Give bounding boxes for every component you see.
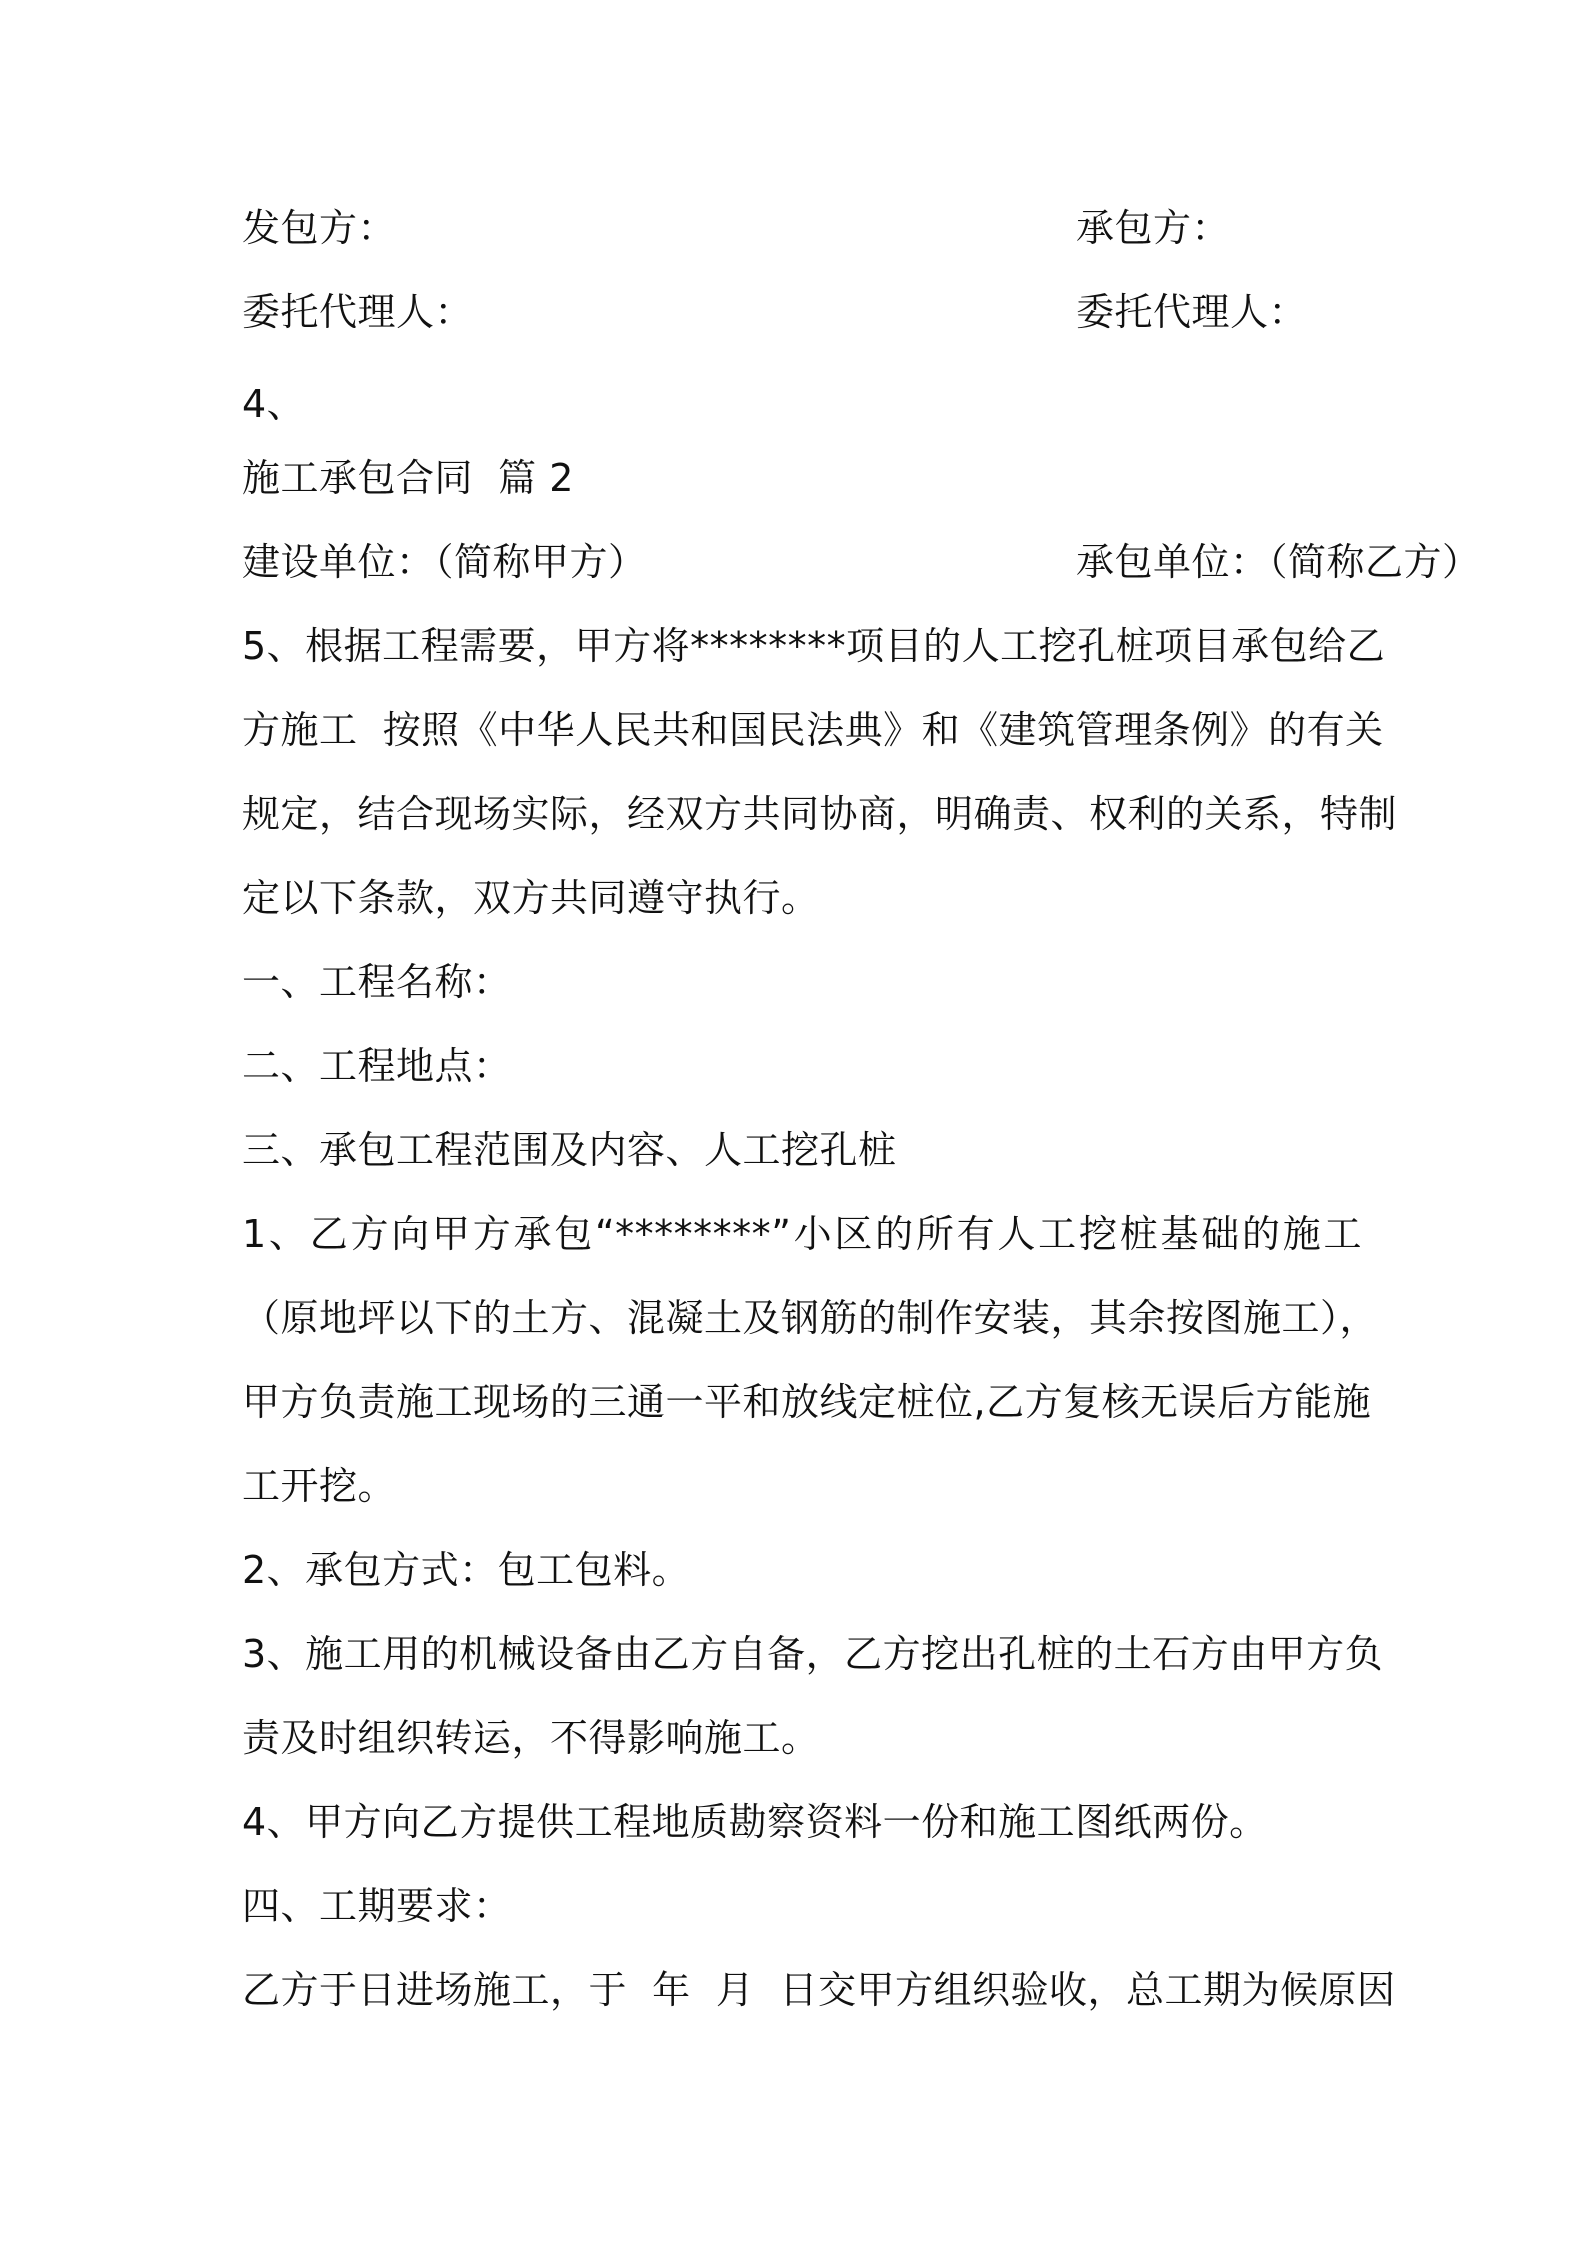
signature-row-agents [242,282,1362,342]
heading-scope: 三、承包工程范围及内容、人工挖孔桩 [242,1128,897,1172]
clause-1-line-3: 甲方负责施工现场的三通一平和放线定桩位,乙方复核无误后方能施 [242,1380,1372,1424]
clause-2: 2、承包方式：包工包料。 [242,1548,691,1592]
intro-line-2: 方施工 按照《中华人民共和国民法典》和《建筑管理条例》的有关 [242,708,1384,752]
item-number: 4、 [242,382,306,426]
employer-agent-label: 委托代理人： [242,290,474,334]
heading-project-location: 二、工程地点： [242,1044,512,1088]
clause-1-line-4: 工开挖。 [242,1464,397,1508]
contractor-signature-label: 承包方： [1076,206,1231,250]
intro-line-3: 规定，结合现场实际，经双方共同协商，明确责、权利的关系，特制 [242,792,1398,836]
party-a-label: 建设单位：（简称甲方） [242,540,647,584]
intro-line-1: 5、根据工程需要，甲方将********项目的人工挖孔桩项目承包给乙 [242,624,1386,668]
heading-schedule: 四、工期要求： [242,1884,512,1928]
contractor-agent-label: 委托代理人： [1076,290,1308,334]
clause-3-line-2: 责及时组织转运，不得影响施工。 [242,1716,820,1760]
intro-line-4: 定以下条款，双方共同遵守执行。 [242,876,820,920]
clause-1-line-1: 1、乙方向甲方承包“********”小区的所有人工挖桩基础的施工 [242,1212,1362,1256]
clause-3-line-1: 3、施工用的机械设备由乙方自备，乙方挖出孔桩的土石方由甲方负 [242,1632,1384,1676]
clause-4: 4、甲方向乙方提供工程地质勘察资料一份和施工图纸两份。 [242,1800,1268,1844]
heading-project-name: 一、工程名称： [242,960,512,1004]
parties-row [242,532,1481,592]
party-b-label: 承包单位：（简称乙方） [1076,540,1481,584]
employer-signature-label: 发包方： [242,206,397,250]
section-title: 施工承包合同 篇 2 [242,456,574,500]
signature-row-parties [242,198,1362,258]
schedule-line: 乙方于日进场施工，于 年 月 日交甲方组织验收，总工期为候原因 [242,1968,1396,2012]
clause-1-line-2: （原地坪以下的土方、混凝土及钢筋的制作安装，其余按图施工）， [242,1296,1379,1340]
